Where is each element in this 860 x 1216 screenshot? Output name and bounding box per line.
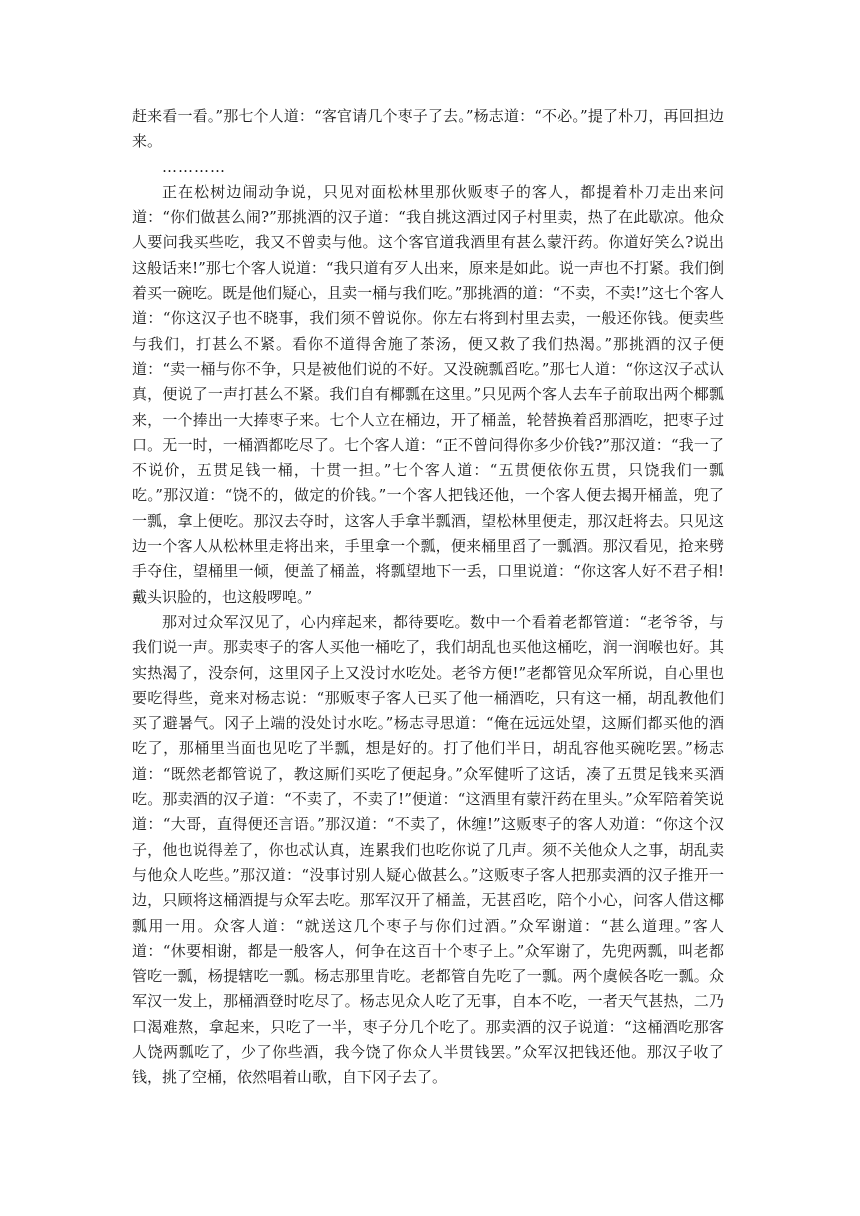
omission-marker: ………… [162,157,226,176]
paragraph: 那对过众军汉见了，心内痒起来，都待要吃。数中一个看着老都管道：“老爷爷，与我们说一声。那卖枣子的客人买他一桶吃了，我们胡乱也买他这桶吃，润一润喉也好。其实热渴了，没奈何，这里冈子上又没讨水吃处。老爷方便!”老都管见众军所说，自心里也要吃得些，竟来对杨志说：“那贩枣子客人已买了他一桶酒吃，只有这一桶，胡乱教他们买了避暑气。冈子上端的没处讨水吃。”杨志寻思道：“俺在远远处望，这厮们都买他的酒吃了，那桶里当面也见吃了半瓢，想是好的。打了他们半日，胡乱容他买碗吃罢。”杨志道：“既然老都管说了，教这厮们买吃了便起身。”众军健听了这话，凑了五贯足钱来买酒吃。那卖酒的汉子道：“不卖了，不卖了!”便道：“这酒里有蒙汗药在里头。”众军陪着笑说道：“大哥，直得便还言语。”那汉道：“不卖了，休缠!”这贩枣子的客人劝道：“你这个汉子，他也说得差了，你也忒认真，连累我们也吃你说了几声。须不关他众人之事，胡乱卖与他众人吃些。”那汉道：“没事讨别人疑心做甚么。”这贩枣子客人把那卖酒的汉子推开一边，只顾将这桶酒提与众军去吃。那军汉开了桶盖，无甚舀吃，陪个小心，问客人借这椰瓢用一用。众客人道：“就送这几个枣子与你们过酒。”众军谢道：“甚么道理。”客人道：“休要相谢，都是一般客人，何争在这百十个枣子上。”众军谢了，先兜两瓢，叫老都管吃一瓢，杨提辖吃一瓢。杨志那里肯吃。老都管自先吃了一瓢。两个虞候各吃一瓢。众军汉一发上，那桶酒登时吃尽了。杨志见众人吃了无事，自本不吃，一者天气甚热，二乃口渴难熬，拿起来，只吃了一半，枣子分几个吃了。那卖酒的汉子说道：“这桶酒吃那客人饶两瓢吃了，少了你些酒，我今饶了你众人半贯钱罢。”众军汉把钱还他。那汉子收了钱，挑了空桶，依然唱着山歌，自下冈子去了。 [132,612,724,1087]
document-body [132,104,724,1091]
paragraph-continuation: 赶来看一看。”那七个人道：“客官请几个枣子了去。”杨志道：“不必。”提了朴刀，再回担边来。 [132,107,724,151]
paragraph: 正在松树边闹动争说，只见对面松林里那伙贩枣子的客人，都提着朴刀走出来问道：“你们做甚么闹?”那挑酒的汉子道：“我自挑这酒过冈子村里卖，热了在此歇凉。他众人要问我买些吃，我又不曾卖与他。这个客官道我酒里有甚么蒙汗药。你道好笑么?说出这般话来!”那七个客人说道：“我只道有歹人出来，原来是如此。说一声也不打紧。我们倒着买一碗吃。既是他们疑心，且卖一桶与我们吃。”那挑酒的道：“不卖，不卖!”这七个客人道：“你这汉子也不晓事，我们须不曾说你。你左右将到村里去卖，一般还你钱。便卖些与我们，打甚么不紧。看你不道得舍施了茶汤，便又救了我们热渴。”那挑酒的汉子便道：“卖一桶与你不争，只是被他们说的不好。又没碗瓢舀吃。”那七人道：“你这汉子忒认真，便说了一声打甚么不紧。我们自有椰瓢在这里。”只见两个客人去车子前取出两个椰瓢来，一个捧出一大捧枣子来。七个人立在桶边，开了桶盖，轮替换着舀那酒吃，把枣子过口。无一时，一桶酒都吃尽了。七个客人道：“正不曾问得你多少价钱?”那汉道：“我一了不说价，五贯足钱一桶，十贯一担。”七个客人道：“五贯便依你五贯，只饶我们一瓢吃。”那汉道：“饶不的，做定的价钱。”一个客人把钱还他，一个客人便去揭开桶盖，兜了一瓢，拿上便吃。那汉去夺时，这客人手拿半瓢酒，望松林里便走，那汉赶将去。只见这边一个客人从松林里走将出来，手里拿一个瓢，便来桶里舀了一瓢酒。那汉看见，抢来劈手夺住，望桶里一倾，便盖了桶盖，将瓢望地下一丢，口里说道：“你这客人好不君子相!戴头识脸的，也这般啰唣。” [132,182,724,606]
